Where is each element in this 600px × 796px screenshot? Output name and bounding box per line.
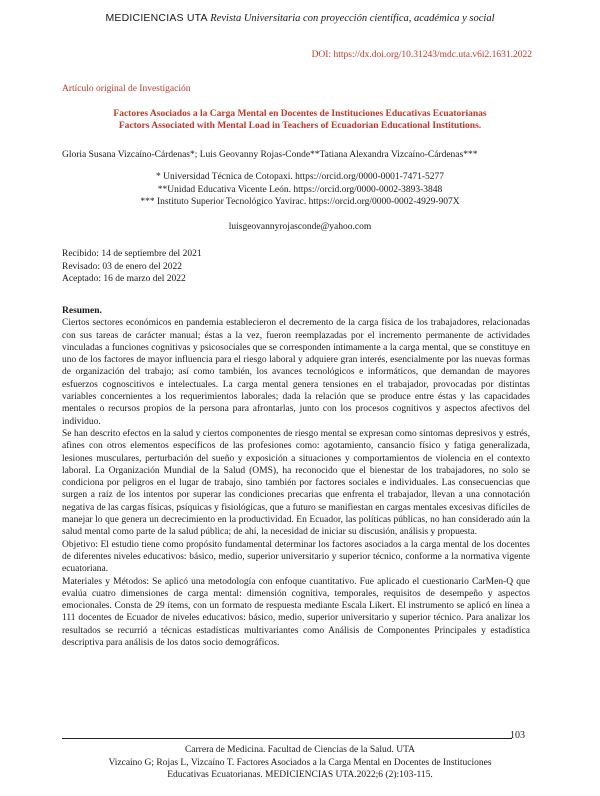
footer-divider — [62, 738, 512, 739]
article-dates — [62, 248, 202, 286]
footer-line-2: Vizcaíno G; Rojas L, Vizcaíno T. Factores Asociados a la Carga Mental en Docentes de Instituciones — [108, 757, 492, 768]
affiliation-2: **Unidad Educativa Vicente León. https://orcid.org/0000-0002-3893-3848 — [157, 184, 443, 195]
journal-name: MEDICIENCIAS UTA — [105, 12, 208, 24]
date-accepted: Aceptado: 16 de marzo del 2022 — [62, 274, 186, 284]
page-footer — [0, 744, 600, 782]
abstract — [62, 305, 530, 649]
journal-subtitle: Revista Universitaria con proyección científica, académica y social — [210, 13, 495, 24]
date-revised: Revisado: 03 de enero del 2022 — [62, 261, 183, 272]
title-english: Factors Associated with Mental Load in Teachers of Ecuadorian Educational Institutions. — [118, 121, 482, 131]
date-received: Recibido: 14 de septiembre del 2021 — [62, 249, 202, 259]
corresponding-email[interactable]: luisgeovannyrojasconde@yahoo.com — [228, 222, 372, 232]
authors: Gloria Susana Vizcaíno-Cárdenas*; Luis Geovanny Rojas-Conde**Tatiana Alexandra Vizcaíno-Cárdenas*** — [62, 150, 478, 160]
footer-line-1: Carrera de Medicina. Facultad de Ciencias de la Salud. UTA — [184, 745, 416, 755]
abstract-paragraph: Ciertos sectores económicos en pandemia establecieron el decremento de la carga física de los trabajadores, relacionadas con sus tareas de carácter manual; éstas a la vez, fueron reemplazadas por el incremento permanente de actividades vinculadas a funciones cognitivas y psicosociales que se corresponden íntimamente a la carga mental, que se constituye en uno de los factores de mayor influencia para el riesgo laboral y adquiere gran interés, esencialmente por las nuevas formas de organización del trabajo; así como también, los avances tecnológicos e informáticos, que demandan de mayores esfuerzos cognoscitivos e intelectuales. La carga mental genera tensiones en el trabajador, provocadas por distintas variables concernientes a los requerimientos laborales; dada la relación que se produce entre éstas y las capacidades mentales o recursos propios de la persona para afrontarlas, junto con los procesos cognitivos y aspectos afectivos del individuo. — [62, 318, 530, 427]
article-type: Artículo original de Investigación — [62, 84, 191, 94]
abstract-paragraph: Objetivo: El estudio tiene como propósito fundamental determinar los factores asociados a la carga mental de los docentes de diferentes niveles educativos: básico, medio, superior universitario y superior técnico, conforme a la normativa vigente ecuatoriana. — [62, 539, 530, 575]
abstract-paragraph: Se han descrito efectos en la salud y ciertos componentes de riesgo mental se expresan como síntomas depresivos y estrés, afines con otros elementos específicos de las profesiones como: agotamiento, cansancio físico y fatiga generalizada, lesiones musculares, perturbación del sueño y exposición a situaciones y comportamientos de violencia en el contexto laboral. La Organización Mundial de la Salud (OMS), ha reconocido que el bienestar de los trabajadores, no solo se condiciona por peligros en el lugar de trabajo, sino también por factores sociales e individuales. Las consecuencias que surgen a raíz de los intentos por superar las condiciones precarias que enfrenta el trabajador, llevan a una connotación negativa de las cargas físicas, psíquicas y fisiológicas, que a futuro se manifiestan en cargas mentales excesivas difíciles de manejar lo que genera un decrecimiento en la productividad. En Ecuador, las políticas públicas, no han considerado aún la salud mental como parte de la salud pública; de ahí, la necesidad de iniciar su discusión, análisis y propuesta. — [62, 428, 530, 538]
affiliation-3: *** Instituto Superior Tecnológico Yavirac. https://orcid.org/0000-0002-4929-907X — [140, 197, 460, 207]
affiliations — [0, 171, 600, 209]
footer-line-3: Educativas Ecuatorianas. MEDICIENCIAS UTA.2022;6 (2):103-115. — [167, 770, 433, 780]
journal-header — [0, 12, 600, 24]
doi-link[interactable]: DOI: https://dx.doi.org/10.31243/mdc.uta.v6i2.1631.2022 — [311, 50, 532, 60]
affiliation-1: * Universidad Técnica de Cotopaxi. https://orcid.org/0000-0001-7471-5277 — [155, 172, 445, 182]
abstract-heading: Resumen. — [62, 306, 102, 316]
title-spanish: Factores Asociados a la Carga Mental en Docentes de Instituciones Educativas Ecuatorianas — [113, 109, 487, 119]
page-number: 103 — [510, 730, 525, 741]
abstract-paragraph: Materiales y Métodos: Se aplicó una metodología con enfoque cuantitativo. Fue aplicado el cuestionario CarMen-Q que evalúa cuatro dimensiones de carga mental: dimensión cognitiva, temporales, requisitos de desempeño y aspectos emocionales. Consta de 29 ítems, con un formato de respuesta mediante Escala Likert. El instrumento se aplicó en línea a 111 docentes de Ecuador de niveles educativos: básico, medio, superior universitario y superior técnico. Para analizar los resultados se recurrió a técnicas estadísticas multivariantes como Análisis de Componentes Principales y estadística descriptiva para análisis de los datos socio demográficos. — [62, 576, 530, 649]
article-titles — [0, 108, 600, 132]
